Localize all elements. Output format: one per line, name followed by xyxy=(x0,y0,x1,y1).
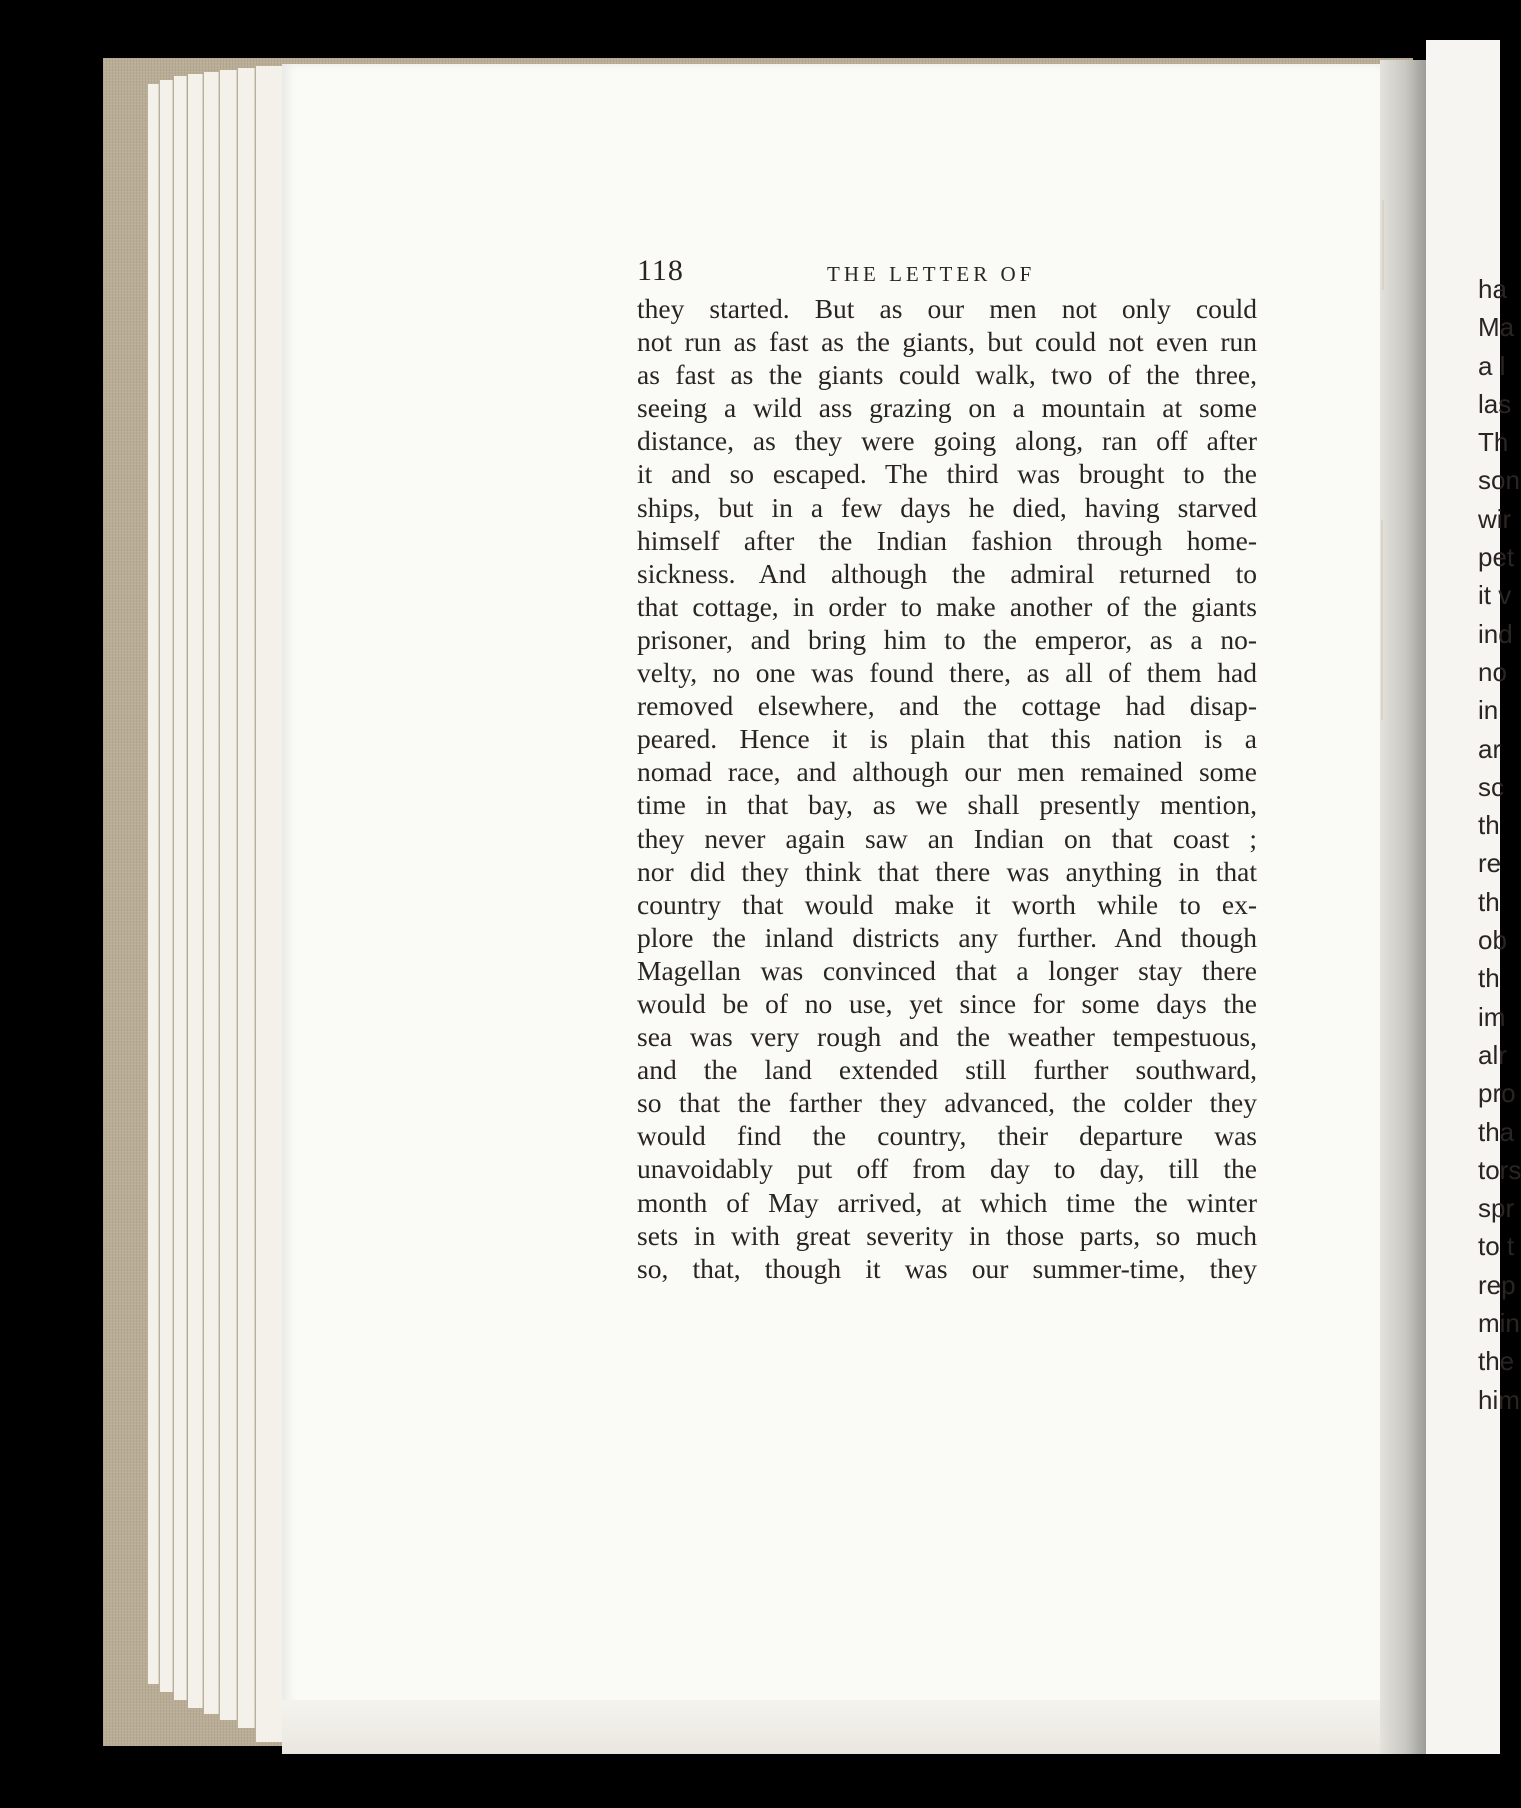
text-line: so that the farther they advanced, the colder they xyxy=(637,1087,1257,1119)
facing-page-fragment: it v xyxy=(1478,580,1512,611)
facing-page-fragment: him xyxy=(1478,1384,1520,1415)
facing-page-text-fragments xyxy=(1478,270,1521,1419)
facing-page-fragment: in xyxy=(1478,695,1499,726)
text-line: peared. Hence it is plain that this nation is a xyxy=(637,723,1257,755)
facing-page-fragment: min xyxy=(1478,1308,1520,1339)
facing-page-fragment: Ma xyxy=(1478,312,1515,343)
facing-page-fragment: to t xyxy=(1478,1231,1515,1262)
text-line: Magellan was convinced that a longer stay there xyxy=(637,954,1257,986)
facing-page-fragment: las xyxy=(1478,388,1512,419)
facing-page-fragment: tors xyxy=(1478,1154,1521,1185)
facing-page-fragment: tha xyxy=(1478,1116,1515,1147)
text-line: ships, but in a few days he died, having starved xyxy=(637,491,1257,523)
facing-page-fragment: rep xyxy=(1478,1269,1516,1300)
text-line: nor did they think that there was anything in that xyxy=(637,855,1257,887)
page-bottom-edge xyxy=(282,1700,1380,1754)
facing-page-fragment: ar xyxy=(1478,733,1502,764)
binding-thread xyxy=(1381,520,1383,720)
facing-page-fragment: ind xyxy=(1478,618,1513,649)
binding-thread xyxy=(1382,200,1384,290)
facing-page-fragment: th xyxy=(1478,810,1500,841)
facing-page-fragment: pet xyxy=(1478,542,1515,573)
text-line: time in that bay, as we shall presently mention, xyxy=(637,789,1257,821)
text-line: it and so escaped. The third was brought to the xyxy=(637,458,1257,490)
text-line: that cottage, in order to make another of the giants xyxy=(637,590,1257,622)
facing-page-fragment: ob xyxy=(1478,925,1507,956)
facing-page-fragment: im xyxy=(1478,1001,1506,1032)
text-line: nomad race, and although our men remained some xyxy=(637,756,1257,788)
facing-page-fragment: son xyxy=(1478,465,1520,496)
book-gutter xyxy=(1380,60,1426,1754)
facing-page-fragment: pro xyxy=(1478,1078,1516,1109)
text-line: would find the country, their departure was xyxy=(637,1120,1257,1152)
text-line: velty, no one was found there, as all of them had xyxy=(637,657,1257,689)
facing-page-fragment: the xyxy=(1478,1346,1515,1377)
body-text xyxy=(637,292,1257,1285)
text-line: seeing a wild ass grazing on a mountain at some xyxy=(637,392,1257,424)
running-title: THE LETTER OF xyxy=(827,262,1036,286)
text-line: would be of no use, yet since for some days the xyxy=(637,987,1257,1019)
text-line: removed elsewhere, and the cottage had disap- xyxy=(637,690,1257,722)
text-line: sets in with great severity in those parts, so much xyxy=(637,1219,1257,1251)
facing-page-fragment: ha xyxy=(1478,274,1507,304)
facing-page-fragment: re xyxy=(1478,848,1502,879)
text-line: himself after the Indian fashion through home- xyxy=(637,524,1257,556)
facing-page-fragment: a l xyxy=(1478,350,1506,381)
text-line: unavoidably put off from day to day, till the xyxy=(637,1153,1257,1185)
facing-page-fragment: alr xyxy=(1478,1039,1507,1070)
text-line: plore the inland districts any further. And though xyxy=(637,921,1257,953)
facing-page-fragment: no xyxy=(1478,656,1507,687)
facing-page-fragment: Th xyxy=(1478,427,1509,458)
text-line: prisoner, and bring him to the emperor, as a no- xyxy=(637,623,1257,655)
page-number: 118 xyxy=(637,254,684,287)
running-head xyxy=(637,254,1257,294)
text-line: they never again saw an Indian on that coast ; xyxy=(637,822,1257,854)
text-line: not run as fast as the giants, but could not even run xyxy=(637,326,1257,358)
text-line: month of May arrived, at which time the winter xyxy=(637,1186,1257,1218)
text-line: they started. But as our men not only could xyxy=(637,293,1257,324)
facing-page-fragment: sc xyxy=(1478,771,1504,802)
text-line: so, that, though it was our summer-time, they xyxy=(637,1252,1257,1284)
text-line: sea was very rough and the weather tempestuous, xyxy=(637,1021,1257,1053)
facing-page-fragment: th xyxy=(1478,963,1500,994)
text-line: as fast as the giants could walk, two of the three, xyxy=(637,359,1257,391)
text-line: country that would make it worth while to ex- xyxy=(637,888,1257,920)
text-line: distance, as they were going along, ran off after xyxy=(637,425,1257,457)
facing-page-fragment: th xyxy=(1478,886,1500,917)
text-line: sickness. And although the admiral returned to xyxy=(637,557,1257,589)
facing-page-fragment: spr xyxy=(1478,1193,1515,1224)
text-line: and the land extended still further southward, xyxy=(637,1054,1257,1086)
facing-page-fragment: wir xyxy=(1478,503,1512,534)
